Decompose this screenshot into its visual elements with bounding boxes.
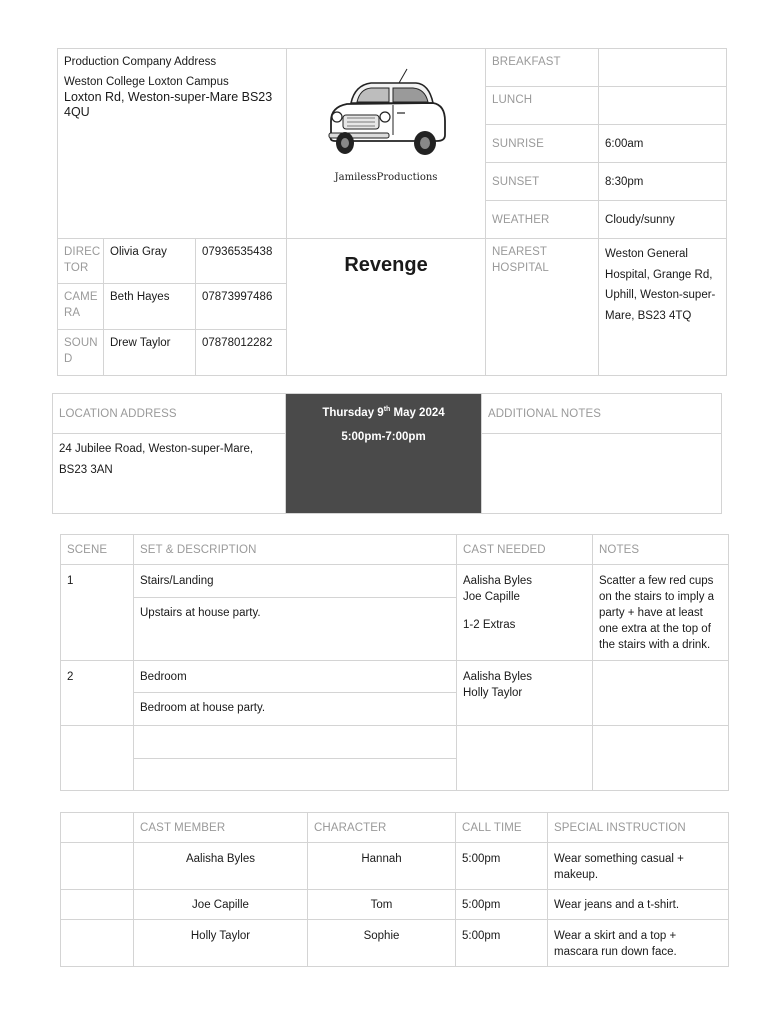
scene-notes xyxy=(593,661,729,726)
cast-table xyxy=(60,812,729,967)
cast-character: Sophie xyxy=(308,920,456,967)
location-address-cell xyxy=(53,434,286,514)
cast-member: Aalisha Byles xyxy=(134,843,308,890)
empty-scene-cell xyxy=(61,726,134,791)
scenes-table xyxy=(60,534,729,791)
cast-needed-header: CAST NEEDED xyxy=(457,535,593,565)
address-label: Production Company Address xyxy=(64,56,217,68)
empty-notes-cell xyxy=(593,726,729,791)
notes-header: NOTES xyxy=(593,535,729,565)
production-header-table xyxy=(57,48,727,376)
location-label: LOCATION ADDRESS xyxy=(53,394,286,434)
location-table xyxy=(52,393,722,514)
cast-special-instruction: Wear jeans and a t-shirt. xyxy=(548,890,729,920)
weather-label: WEATHER xyxy=(486,201,599,239)
scene-number: 1 xyxy=(61,565,134,661)
cast-call-time: 5:00pm xyxy=(456,920,548,967)
cast-character: Hannah xyxy=(308,843,456,890)
shoot-date-cell xyxy=(286,394,482,514)
crew-phone-2: 07878012282 xyxy=(196,330,287,376)
company-logo xyxy=(287,49,485,186)
lunch-value xyxy=(599,87,727,125)
location-address-line-1: 24 Jubilee Road, Weston-super-Mare, xyxy=(59,443,254,455)
lunch-label: LUNCH xyxy=(486,87,599,125)
set-header: SET & DESCRIPTION xyxy=(134,535,457,565)
hospital-label: NEAREST HOSPITAL xyxy=(486,239,599,376)
empty-cast-cell xyxy=(457,726,593,791)
logo-text: JamilessProductions xyxy=(334,172,438,183)
crew-name-1: Beth Hayes xyxy=(104,284,196,330)
scene-cast: Aalisha Byles Joe Capille 1-2 Extras xyxy=(457,565,593,661)
hospital-value: Weston General Hospital, Grange Rd, Uphill, Weston-super-Mare, BS23 4TQ xyxy=(599,239,727,376)
call-time-header: CALL TIME xyxy=(456,813,548,843)
cast-member-header: CAST MEMBER xyxy=(134,813,308,843)
additional-notes-value xyxy=(482,434,722,514)
crew-role-1: CAME RA xyxy=(58,284,104,330)
character-header: CHARACTER xyxy=(308,813,456,843)
scene-set: Bedroom xyxy=(134,661,457,693)
special-instruction-header: SPECIAL INSTRUCTION xyxy=(548,813,729,843)
address-line-2: Loxton Rd, Weston-super-Mare BS23 4QU xyxy=(64,90,273,119)
shoot-time: 5:00pm-7:00pm xyxy=(341,430,426,443)
scene-number: 2 xyxy=(61,661,134,726)
production-title: Revenge xyxy=(344,254,428,276)
cast-index-cell xyxy=(61,890,134,920)
crew-phone-1: 07873997486 xyxy=(196,284,287,330)
shoot-date: Thursday 9th May 2024 xyxy=(322,406,445,419)
cast-special-instruction: Wear a skirt and a top + mascara run down face. xyxy=(548,920,729,967)
title-cell xyxy=(287,239,486,376)
crew-name-2: Drew Taylor xyxy=(104,330,196,376)
scene-description: Bedroom at house party. xyxy=(134,693,457,726)
weather-value: Cloudy/sunny xyxy=(599,201,727,239)
sunset-label: SUNSET xyxy=(486,163,599,201)
scene-set: Stairs/Landing xyxy=(134,565,457,598)
company-address-cell xyxy=(58,49,287,239)
cast-call-time: 5:00pm xyxy=(456,843,548,890)
location-address-line-2: BS23 3AN xyxy=(59,464,113,476)
address-line-1: Weston College Loxton Campus xyxy=(64,76,229,88)
sunset-value: 8:30pm xyxy=(599,163,727,201)
breakfast-value xyxy=(599,49,727,87)
sunrise-label: SUNRISE xyxy=(486,125,599,163)
cast-member: Holly Taylor xyxy=(134,920,308,967)
scene-description: Upstairs at house party. xyxy=(134,598,457,661)
scene-header: SCENE xyxy=(61,535,134,565)
scene-notes: Scatter a few red cups on the stairs to imply a party + have at least one extra at the top of the stairs with a drink. xyxy=(593,565,729,661)
crew-name-0: Olivia Gray xyxy=(104,239,196,284)
empty-description-cell xyxy=(134,759,457,791)
cast-character: Tom xyxy=(308,890,456,920)
additional-notes-label: ADDITIONAL NOTES xyxy=(482,394,722,434)
crew-role-0: DIREC TOR xyxy=(58,239,104,284)
mini-car-icon xyxy=(321,63,451,163)
cast-index-header xyxy=(61,813,134,843)
cast-call-time: 5:00pm xyxy=(456,890,548,920)
cast-member: Joe Capille xyxy=(134,890,308,920)
cast-index-cell xyxy=(61,920,134,967)
crew-role-2: SOUN D xyxy=(58,330,104,376)
crew-phone-0: 07936535438 xyxy=(196,239,287,284)
empty-set-cell xyxy=(134,726,457,759)
cast-index-cell xyxy=(61,843,134,890)
breakfast-label: BREAKFAST xyxy=(486,49,599,87)
cast-special-instruction: Wear something casual + makeup. xyxy=(548,843,729,890)
scene-cast: Aalisha Byles Holly Taylor xyxy=(457,661,593,726)
logo-cell xyxy=(287,49,486,239)
sunrise-value: 6:00am xyxy=(599,125,727,163)
